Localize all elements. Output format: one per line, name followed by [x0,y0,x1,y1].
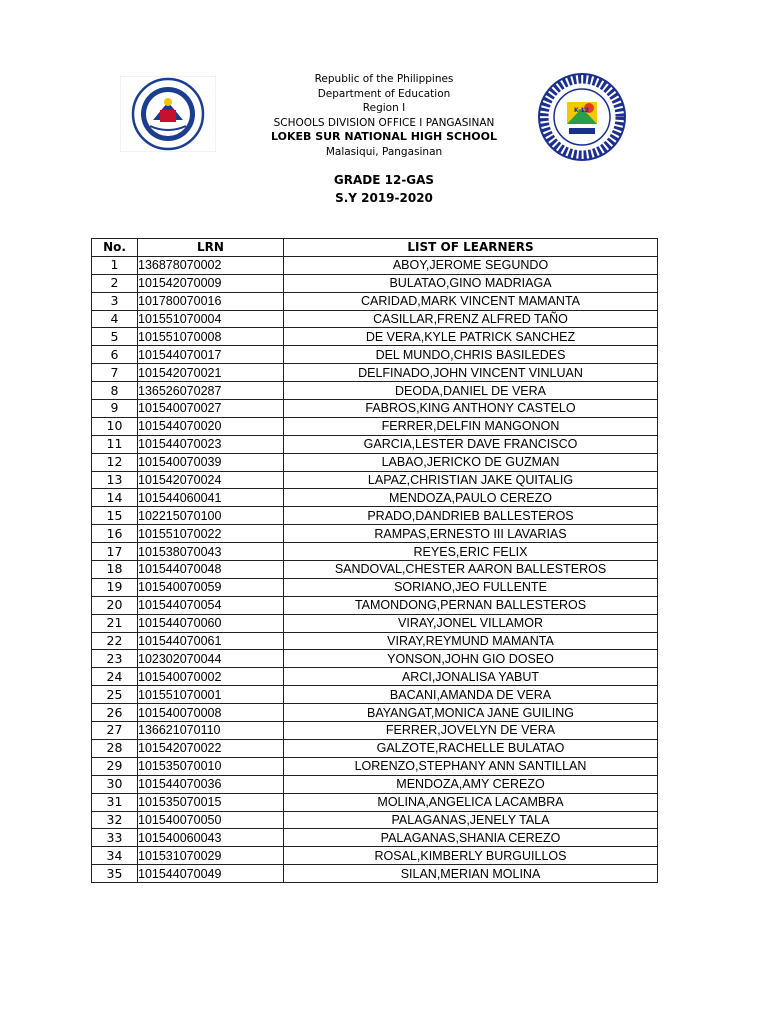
table-row [92,596,658,614]
row-number: 6 [92,346,138,364]
table-row [92,453,658,471]
table-row [92,292,658,310]
row-learner-name: SANDOVAL,CHESTER AARON BALLESTEROS [284,561,658,579]
table-row [92,471,658,489]
row-number: 9 [92,400,138,418]
row-number: 27 [92,722,138,740]
row-learner-name: REYES,ERIC FELIX [284,543,658,561]
row-number: 18 [92,561,138,579]
row-number: 13 [92,471,138,489]
row-number: 14 [92,489,138,507]
row-number: 17 [92,543,138,561]
row-lrn: 101540070027 [138,400,284,418]
row-lrn: 101542070021 [138,364,284,382]
school-name: LOKEB SUR NATIONAL HIGH SCHOOL [270,130,498,143]
class-info [0,171,768,207]
row-lrn: 101540070002 [138,668,284,686]
republic-line: Republic of the Philippines [314,73,454,85]
row-lrn: 101542070022 [138,739,284,757]
row-lrn: 101551070022 [138,525,284,543]
row-number: 31 [92,793,138,811]
row-learner-name: VIRAY,JONEL VILLAMOR [284,614,658,632]
row-learner-name: BACANI,AMANDA DE VERA [284,686,658,704]
letterhead [0,72,768,159]
row-learner-name: PALAGANAS,JENELY TALA [284,811,658,829]
row-number: 7 [92,364,138,382]
row-lrn: 101551070008 [138,328,284,346]
row-learner-name: RAMPAS,ERNESTO III LAVARIAS [284,525,658,543]
row-lrn: 101544070048 [138,561,284,579]
table-row [92,775,658,793]
row-lrn: 101780070016 [138,292,284,310]
table-row [92,256,658,274]
row-lrn: 101544060041 [138,489,284,507]
row-learner-name: ROSAL,KIMBERLY BURGUILLOS [284,847,658,865]
table-row [92,417,658,435]
table-row [92,561,658,579]
row-number: 11 [92,435,138,453]
row-number: 32 [92,811,138,829]
row-number: 12 [92,453,138,471]
row-lrn: 101544070023 [138,435,284,453]
row-lrn: 101531070029 [138,847,284,865]
table-row [92,739,658,757]
row-lrn: 101544070054 [138,596,284,614]
row-number: 22 [92,632,138,650]
row-number: 20 [92,596,138,614]
grade-section: GRADE 12-GAS [333,173,435,187]
row-number: 28 [92,739,138,757]
row-lrn: 101544070017 [138,346,284,364]
table-row [92,847,658,865]
row-learner-name: GARCIA,LESTER DAVE FRANCISCO [284,435,658,453]
row-lrn: 101540070008 [138,704,284,722]
row-number: 1 [92,256,138,274]
row-learner-name: LORENZO,STEPHANY ANN SANTILLAN [284,757,658,775]
division-line: SCHOOLS DIVISION OFFICE I PANGASINAN [273,116,495,129]
row-number: 10 [92,417,138,435]
row-number: 24 [92,668,138,686]
row-lrn: 102302070044 [138,650,284,668]
row-learner-name: ABOY,JEROME SEGUNDO [284,256,658,274]
row-learner-name: GALZOTE,RACHELLE BULATAO [284,739,658,757]
row-learner-name: LABAO,JERICKO DE GUZMAN [284,453,658,471]
table-row [92,364,658,382]
row-learner-name: YONSON,JOHN GIO DOSEO [284,650,658,668]
row-number: 16 [92,525,138,543]
row-lrn: 136526070287 [138,382,284,400]
row-number: 34 [92,847,138,865]
row-number: 21 [92,614,138,632]
row-lrn: 101544070060 [138,614,284,632]
row-number: 19 [92,578,138,596]
row-learner-name: PRADO,DANDRIEB BALLESTEROS [284,507,658,525]
row-number: 29 [92,757,138,775]
table-row [92,757,658,775]
row-number: 2 [92,274,138,292]
row-learner-name: DELFINADO,JOHN VINCENT VINLUAN [284,364,658,382]
table-row [92,668,658,686]
row-learner-name: SILAN,MERIAN MOLINA [284,865,658,883]
row-number: 33 [92,829,138,847]
table-row [92,686,658,704]
table-row [92,829,658,847]
table-header-row [92,239,658,257]
header-learners: LIST OF LEARNERS [284,239,658,257]
row-number: 26 [92,704,138,722]
row-lrn: 101551070001 [138,686,284,704]
row-learner-name: VIRAY,REYMUND MAMANTA [284,632,658,650]
row-number: 23 [92,650,138,668]
row-learner-name: FERRER,DELFIN MANGONON [284,417,658,435]
row-learner-name: MENDOZA,AMY CEREZO [284,775,658,793]
table-row [92,507,658,525]
table-row [92,578,658,596]
row-learner-name: DEODA,DANIEL DE VERA [284,382,658,400]
table-row [92,722,658,740]
table-row [92,489,658,507]
table-row [92,543,658,561]
table-row [92,274,658,292]
header-no: No. [92,239,138,257]
row-number: 8 [92,382,138,400]
row-learner-name: CASILLAR,FRENZ ALFRED TAÑO [284,310,658,328]
row-learner-name: FABROS,KING ANTHONY CASTELO [284,400,658,418]
row-lrn: 101540070059 [138,578,284,596]
school-address: Malasiqui, Pangasinan [325,145,443,158]
department-line: Department of Education [317,87,451,100]
table-row [92,793,658,811]
row-lrn: 101551070004 [138,310,284,328]
table-row [92,328,658,346]
header-lrn: LRN [138,239,284,257]
row-lrn: 101540070039 [138,453,284,471]
row-learner-name: BULATAO,GINO MADRIAGA [284,274,658,292]
row-lrn: 101544070020 [138,417,284,435]
table-row [92,614,658,632]
table-row [92,346,658,364]
row-lrn: 101542070009 [138,274,284,292]
row-learner-name: DE VERA,KYLE PATRICK SANCHEZ [284,328,658,346]
row-lrn: 101544070036 [138,775,284,793]
row-lrn: 101535070015 [138,793,284,811]
row-number: 35 [92,865,138,883]
table-row [92,650,658,668]
table-row [92,811,658,829]
row-number: 5 [92,328,138,346]
row-lrn: 101540060043 [138,829,284,847]
row-lrn: 101538070043 [138,543,284,561]
row-lrn: 101544070061 [138,632,284,650]
row-learner-name: DEL MUNDO,CHRIS BASILEDES [284,346,658,364]
row-learner-name: PALAGANAS,SHANIA CEREZO [284,829,658,847]
table-row [92,632,658,650]
row-lrn: 102215070100 [138,507,284,525]
row-lrn: 136878070002 [138,256,284,274]
table-row [92,704,658,722]
table-row [92,525,658,543]
row-lrn: 101540070050 [138,811,284,829]
table-row [92,310,658,328]
row-number: 30 [92,775,138,793]
row-learner-name: CARIDAD,MARK VINCENT MAMANTA [284,292,658,310]
row-learner-name: ARCI,JONALISA YABUT [284,668,658,686]
row-learner-name: BAYANGAT,MONICA JANE GUILING [284,704,658,722]
row-learner-name: MENDOZA,PAULO CEREZO [284,489,658,507]
table-body [92,256,658,882]
row-lrn: 101535070010 [138,757,284,775]
table-row [92,382,658,400]
row-number: 3 [92,292,138,310]
row-learner-name: TAMONDONG,PERNAN BALLESTEROS [284,596,658,614]
row-learner-name: FERRER,JOVELYN DE VERA [284,722,658,740]
row-learner-name: MOLINA,ANGELICA LACAMBRA [284,793,658,811]
row-number: 15 [92,507,138,525]
row-lrn: 101544070049 [138,865,284,883]
row-number: 4 [92,310,138,328]
school-year: S.Y 2019-2020 [335,191,433,205]
table-row [92,865,658,883]
row-lrn: 101542070024 [138,471,284,489]
row-lrn: 136621070110 [138,722,284,740]
region-line: Region I [362,102,406,114]
row-learner-name: SORIANO,JEO FULLENTE [284,578,658,596]
row-learner-name: LAPAZ,CHRISTIAN JAKE QUITALIG [284,471,658,489]
table-row [92,435,658,453]
learner-list-table [91,238,658,883]
row-number: 25 [92,686,138,704]
table-row [92,400,658,418]
svg-text:K-12: K-12 [574,107,589,114]
